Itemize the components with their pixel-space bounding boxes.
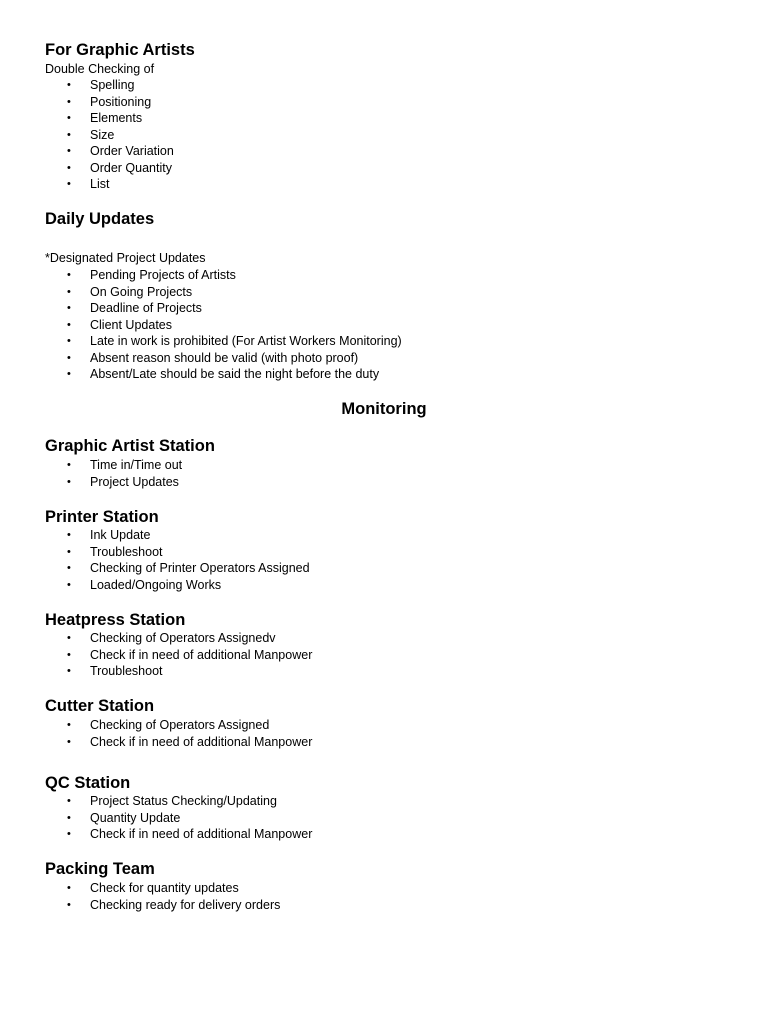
list-item-text: Checking of Operators Assigned: [90, 718, 270, 732]
list-item-text: Deadline of Projects: [90, 301, 202, 315]
bullet-icon: •: [67, 128, 71, 141]
list-item-text: Checking of Printer Operators Assigned: [90, 561, 310, 575]
bullet-icon: •: [67, 795, 71, 807]
bullet-icon: •: [67, 529, 71, 541]
list-item-text: Absent reason should be valid (with photo proof): [90, 350, 359, 365]
list-item-text: Check if in need of additional Manpower: [90, 827, 313, 841]
list-item-text: Check for quantity updates: [90, 881, 239, 895]
bullet-icon: •: [67, 178, 71, 190]
bullet-icon: •: [67, 648, 71, 661]
bullet-icon: •: [67, 318, 71, 331]
section-heading-printer-station: Printer Station: [45, 508, 159, 526]
bullet-icon: •: [67, 351, 71, 364]
bullet-icon: •: [67, 335, 71, 347]
list-item-text: Checking of Operators Assignedv: [90, 631, 276, 645]
list-item-text: Quantity Update: [90, 810, 181, 825]
list-item-text: Troubleshoot: [90, 664, 163, 678]
bullet-icon: •: [67, 368, 71, 380]
list-item-text: Loaded/Ongoing Works: [90, 577, 222, 592]
bullet-icon: •: [67, 475, 71, 488]
bullet-icon: •: [67, 285, 71, 298]
monitoring-title: Monitoring: [341, 400, 427, 418]
daily-updates-intro: *Designated Project Updates: [45, 251, 206, 265]
bullet-icon: •: [67, 632, 71, 644]
list-item-text: Ink Update: [90, 528, 151, 542]
section-heading-qc-station: QC Station: [45, 774, 131, 792]
bullet-icon: •: [67, 161, 71, 174]
section-heading-graphic-artist-station: Graphic Artist Station: [45, 437, 215, 455]
bullet-icon: •: [67, 112, 71, 124]
section-heading-daily-updates: Daily Updates: [45, 210, 155, 228]
list-item-text: Time in/Time out: [90, 458, 183, 472]
section-heading-packing-team: Packing Team: [45, 860, 155, 878]
list-item-text: On Going Projects: [90, 284, 193, 299]
bullet-icon: •: [67, 459, 71, 471]
bullet-icon: •: [67, 735, 71, 748]
bullet-icon: •: [67, 79, 71, 91]
section-heading-cutter-station: Cutter Station: [45, 697, 155, 715]
bullet-icon: •: [67, 578, 71, 591]
bullet-icon: •: [67, 811, 71, 824]
list-item-text: Spelling: [90, 78, 135, 92]
list-item-text: Project Updates: [90, 474, 179, 489]
list-item-text: Pending Projects of Artists: [90, 268, 236, 282]
bullet-icon: •: [67, 95, 71, 108]
list-item-text: Project Status Checking/Updating: [90, 794, 277, 808]
list-item-text: Elements: [90, 111, 143, 125]
bullet-icon: •: [67, 898, 71, 911]
list-item-text: Order Quantity: [90, 160, 172, 175]
bullet-icon: •: [67, 828, 71, 840]
list-item-text: Size: [90, 127, 115, 142]
list-item-text: Late in work is prohibited (For Artist Workers Monitoring): [90, 334, 402, 348]
list-item-text: List: [90, 177, 110, 191]
list-item-text: Absent/Late should be said the night before the duty: [90, 367, 380, 381]
bullet-icon: •: [67, 269, 71, 281]
bullet-icon: •: [67, 145, 71, 157]
list-item-text: Order Variation: [90, 144, 174, 158]
list-item-text: Positioning: [90, 94, 152, 109]
bullet-icon: •: [67, 665, 71, 677]
graphic-artists-intro: Double Checking of: [45, 62, 155, 76]
section-heading-graphic-artists: For Graphic Artists: [45, 41, 195, 59]
list-item-text: Check if in need of additional Manpower: [90, 734, 313, 749]
list-item-text: Troubleshoot: [90, 544, 163, 559]
bullet-icon: •: [67, 302, 71, 314]
bullet-icon: •: [67, 562, 71, 574]
list-item-text: Checking ready for delivery orders: [90, 897, 281, 912]
bullet-icon: •: [67, 545, 71, 558]
list-item-text: Client Updates: [90, 317, 172, 332]
bullet-icon: •: [67, 882, 71, 894]
section-heading-heatpress-station: Heatpress Station: [45, 611, 186, 629]
list-item-text: Check if in need of additional Manpower: [90, 647, 313, 662]
bullet-icon: •: [67, 719, 71, 731]
